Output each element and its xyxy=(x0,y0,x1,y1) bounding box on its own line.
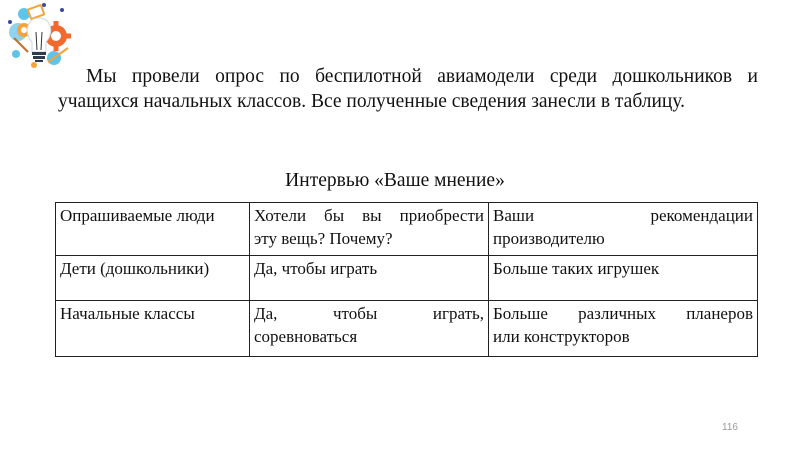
cell-respondents: Начальные классы xyxy=(56,301,250,357)
table-caption xyxy=(0,170,800,192)
cell-purchase-line2: соревноваться xyxy=(254,327,358,346)
cell-purchase-line1: Да, чтобы играть, xyxy=(254,304,484,323)
cell-purchase xyxy=(250,301,489,357)
page-number: 116 xyxy=(722,422,738,433)
table-header-row xyxy=(56,203,758,256)
cell-recommendations-line1: Больше различных планеров xyxy=(493,304,753,323)
header-cell-purchase xyxy=(250,203,489,256)
lightbulb-gears-icon xyxy=(4,2,74,70)
header-purchase-line2: эту вещь? Почему? xyxy=(254,229,393,248)
header-recommendations-line1: Ваши рекомендации xyxy=(493,206,753,225)
cell-recommendations-line2: или конструкторов xyxy=(493,327,630,346)
table-caption-text: Интервью «Ваше мнение» xyxy=(285,170,505,191)
header-cell-recommendations xyxy=(489,203,758,256)
cell-recommendations xyxy=(489,301,758,357)
cell-respondents: Дети (дошкольники) xyxy=(56,256,250,301)
header-cell-respondents: Опрашиваемые люди xyxy=(56,203,250,256)
cell-recommendations: Больше таких игрушек xyxy=(489,256,758,301)
table-row xyxy=(56,256,758,301)
header-purchase-line1: Хотели бы вы приобрести xyxy=(254,206,484,225)
header-recommendations-line2: производителю xyxy=(493,229,605,248)
intro-paragraph: Мы провели опрос по беспилотной авиамодели среди дошкольников и учащихся начальных классов. Все полученные сведения занесли в таблицу. xyxy=(58,66,758,112)
table-row xyxy=(56,301,758,357)
cell-purchase: Да, чтобы играть xyxy=(250,256,489,301)
interview-table xyxy=(55,202,758,357)
